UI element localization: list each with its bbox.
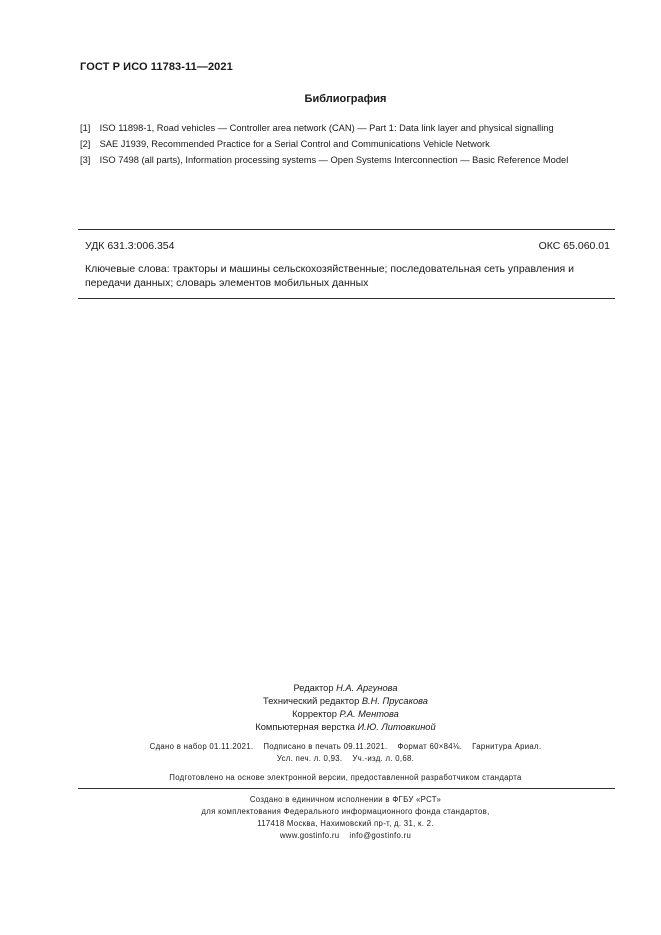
keywords: Ключевые слова: тракторы и машины сельскохозяйственные; последовательная сеть управления и передачи данных; словарь элементов мобильных данных <box>85 263 574 289</box>
bottom-divider <box>78 298 615 299</box>
reference-text: ISO 7498 (all parts), Information processing systems — Open Systems Interconnection — Basic Reference Model <box>99 155 569 165</box>
credit-role: Технический редактор <box>263 696 360 706</box>
reference-text: SAE J1939, Recommended Practice for a Serial Control and Communications Vehicle Network <box>99 139 490 149</box>
credit-name: Н.А. Аргунова <box>336 683 398 693</box>
reference-number: [2] <box>80 139 91 149</box>
reference-item <box>80 154 640 170</box>
credit-line <box>30 721 661 734</box>
reference-list <box>80 122 640 170</box>
typeset-date: Сдано в набор 01.11.2021. <box>149 742 254 751</box>
signed-date: Подписано в печать 09.11.2021. <box>263 742 388 751</box>
credit-line <box>30 708 661 721</box>
oks-code: ОКС 65.060.01 <box>538 240 610 252</box>
reference-number: [1] <box>80 123 91 133</box>
publisher-divider <box>78 788 615 789</box>
classification-row <box>85 240 610 252</box>
credit-line <box>30 695 661 708</box>
publication-line <box>30 741 661 753</box>
reference-item <box>80 138 640 154</box>
credit-role: Редактор <box>293 683 334 693</box>
paper-format: Формат 60×84⅛. <box>397 742 463 751</box>
credit-name: В.Н. Прусакова <box>361 696 428 706</box>
email-link[interactable]: info@gostinfo.ru <box>349 831 412 840</box>
standard-code: ГОСТ Р ИСО 11783-11—2021 <box>80 61 233 73</box>
publication-line <box>30 753 661 765</box>
credit-line <box>30 682 661 695</box>
prepared-note: Подготовлено на основе электронной версии, предоставленной разработчиком стандарта <box>169 773 522 782</box>
website-link[interactable]: www.gostinfo.ru <box>279 831 340 840</box>
publication-info <box>0 741 661 765</box>
publisher-line: Создано в единичном исполнении в ФГБУ «РСТ» <box>249 795 442 804</box>
udk-code: УДК 631.3:006.354 <box>85 240 175 252</box>
bibliography-title: Библиография <box>304 93 387 105</box>
credit-name: Р.А. Ментова <box>339 709 399 719</box>
publisher-sheets: Уч.-изд. л. 0,68. <box>352 754 415 763</box>
credit-role: Корректор <box>292 709 337 719</box>
publisher-block <box>0 794 661 842</box>
typeface: Гарнитура Ариал. <box>472 742 542 751</box>
credit-name: И.Ю. Литовкиной <box>357 722 436 732</box>
reference-number: [3] <box>80 155 91 165</box>
publisher-line: для комплектования Федерального информационного фонда стандартов, <box>201 807 490 816</box>
publisher-address: 117418 Москва, Нахимовский пр-т, д. 31, к. 2. <box>257 819 434 828</box>
top-divider <box>78 229 615 230</box>
credits-block <box>0 682 661 734</box>
reference-item <box>80 122 640 138</box>
credit-role: Компьютерная верстка <box>255 722 355 732</box>
printed-sheets: Усл. печ. л. 0,93. <box>276 754 343 763</box>
publisher-contacts <box>30 830 661 842</box>
reference-text: ISO 11898-1, Road vehicles — Controller area network (CAN) — Part 1: Data link layer and physical signalling <box>99 123 554 133</box>
